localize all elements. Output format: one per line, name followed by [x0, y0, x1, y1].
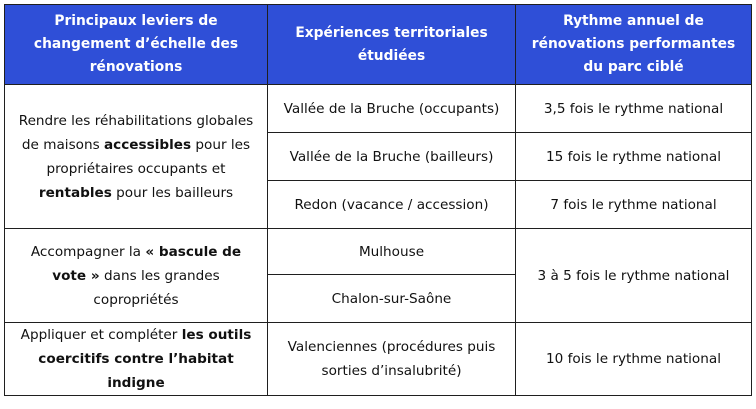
rate-cell: 3,5 fois le rythme national [516, 85, 752, 133]
lever-text: pour les bailleurs [111, 184, 234, 201]
lever-text: pour les propriétaires occupants et [46, 136, 251, 177]
rate-cell: 15 fois le rythme national [516, 133, 752, 181]
lever-text: Appliquer et compléter [20, 327, 182, 343]
lever-cell-3 [5, 323, 268, 396]
lever-emphasis: les outils coercitifs contre l’habitat indigne [38, 327, 252, 391]
table-row [5, 229, 752, 275]
lever-emphasis: rentables [38, 184, 112, 201]
experience-cell: Redon (vacance / accession) [268, 181, 516, 229]
lever-cell-1 [5, 85, 268, 229]
lever-text: Rendre les réhabilitations globales de maisons [18, 112, 254, 153]
experience-cell: Mulhouse [268, 229, 516, 275]
lever-text: Accompagner la [30, 243, 146, 260]
lever-cell-2 [5, 229, 268, 323]
experience-cell: Chalon-sur-Saône [268, 275, 516, 323]
table-row [5, 323, 752, 396]
experience-cell: Valenciennes (procédures puis sorties d’insalubrité) [268, 323, 516, 396]
experience-cell: Vallée de la Bruche (occupants) [268, 85, 516, 133]
lever-text: dans les grandes copropriétés [93, 267, 220, 308]
header-annual-rate: Rythme annuel de rénovations performantes du parc ciblé [516, 5, 752, 85]
renovation-table [4, 4, 752, 396]
rate-cell: 3 à 5 fois le rythme national [516, 229, 752, 323]
table-row [5, 85, 752, 133]
header-row [5, 5, 752, 85]
experience-cell: Vallée de la Bruche (bailleurs) [268, 133, 516, 181]
header-experiences: Expériences territoriales étudiées [268, 5, 516, 85]
lever-emphasis: « bascule de vote » [52, 243, 242, 284]
header-levers: Principaux leviers de changement d’échelle des rénovations [5, 5, 268, 85]
lever-emphasis: accessibles [104, 136, 192, 153]
rate-cell: 10 fois le rythme national [516, 323, 752, 396]
rate-cell: 7 fois le rythme national [516, 181, 752, 229]
